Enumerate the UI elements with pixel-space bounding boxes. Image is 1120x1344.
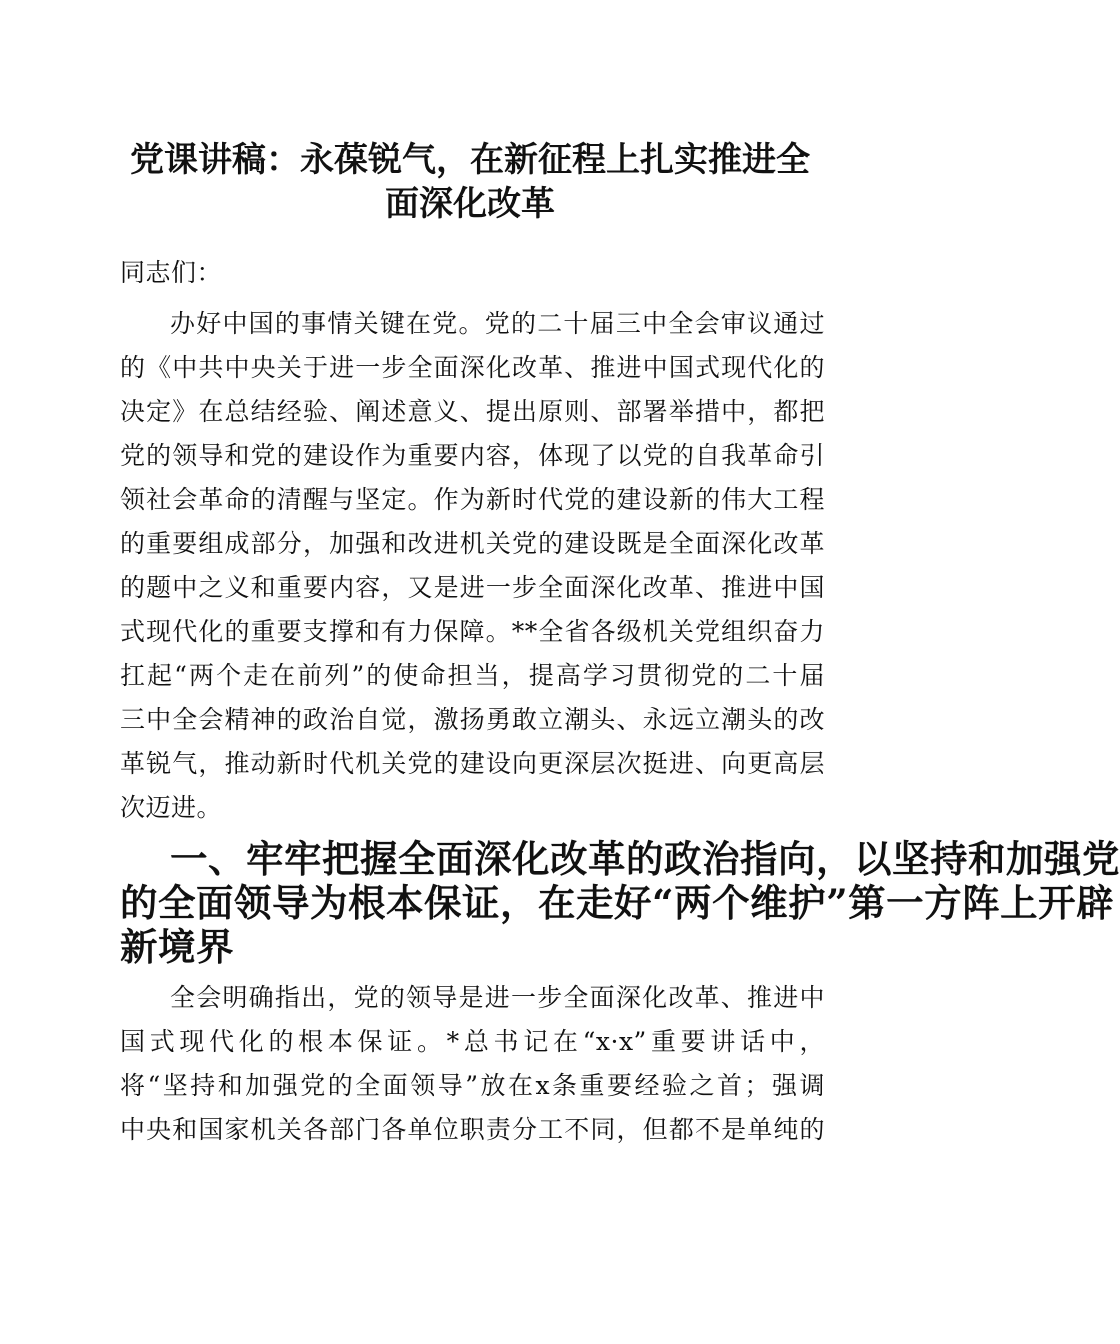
title-line: 党课讲稿：永葆锐气，在新征程上扎实推进全 xyxy=(130,140,810,180)
text-line: 扛起“两个走在前列”的使命担当，提高学习贯彻党的二十届 xyxy=(120,661,825,690)
text-line: 决定》在总结经验、阐述意义、提出原则、部署举措中，都把 xyxy=(120,397,825,426)
text-line: 的重要组成部分，加强和改进机关党的建设既是全面深化改革 xyxy=(120,529,825,558)
text-line: 全会明确指出，党的领导是进一步全面深化改革、推进中 xyxy=(170,983,825,1012)
text-line: 将“坚持和加强党的全面领导”放在x条重要经验之首；强调 xyxy=(120,1071,825,1100)
text-line: 办好中国的事情关键在党。党的二十届三中全会审议通过 xyxy=(170,309,825,338)
heading-line: 新境界 xyxy=(120,925,234,969)
document-title xyxy=(115,138,825,226)
paragraph-intro xyxy=(120,302,825,830)
heading-line: 的全面领导为根本保证，在走好“两个维护”第一方阵上开辟 xyxy=(120,881,1115,925)
document-body xyxy=(120,251,1120,1152)
text-line: 国式现代化的根本保证。*总书记在“x·x”重要讲话中， xyxy=(120,1027,825,1056)
text-line: 次迈进。 xyxy=(120,793,223,822)
text-line: 中央和国家机关各部门各单位职责分工不同，但都不是单纯的 xyxy=(120,1115,825,1144)
heading-line: 一、牢牢把握全面深化改革的政治指向，以坚持和加强党 xyxy=(170,837,1120,881)
text-line: 革锐气，推动新时代机关党的建设向更深层次挺进、向更高层 xyxy=(120,749,825,778)
text-line: 的题中之义和重要内容，又是进一步全面深化改革、推进中国 xyxy=(120,573,825,602)
text-line: 式现代化的重要支撑和有力保障。**全省各级机关党组织奋力 xyxy=(120,617,825,646)
text-line: 三中全会精神的政治自觉，激扬勇敢立潮头、永远立潮头的改 xyxy=(120,705,825,734)
text-line: 领社会革命的清醒与坚定。作为新时代党的建设新的伟大工程 xyxy=(120,485,825,514)
paragraph-section-1 xyxy=(120,976,825,1152)
text-line: 党的领导和党的建设作为重要内容，体现了以党的自我革命引 xyxy=(120,441,825,470)
text-line: 的《中共中央关于进一步全面深化改革、推进中国式现代化的 xyxy=(120,353,825,382)
section-heading-1 xyxy=(120,837,1120,969)
title-line: 面深化改革 xyxy=(385,184,555,224)
salutation: 同志们： xyxy=(120,258,223,287)
